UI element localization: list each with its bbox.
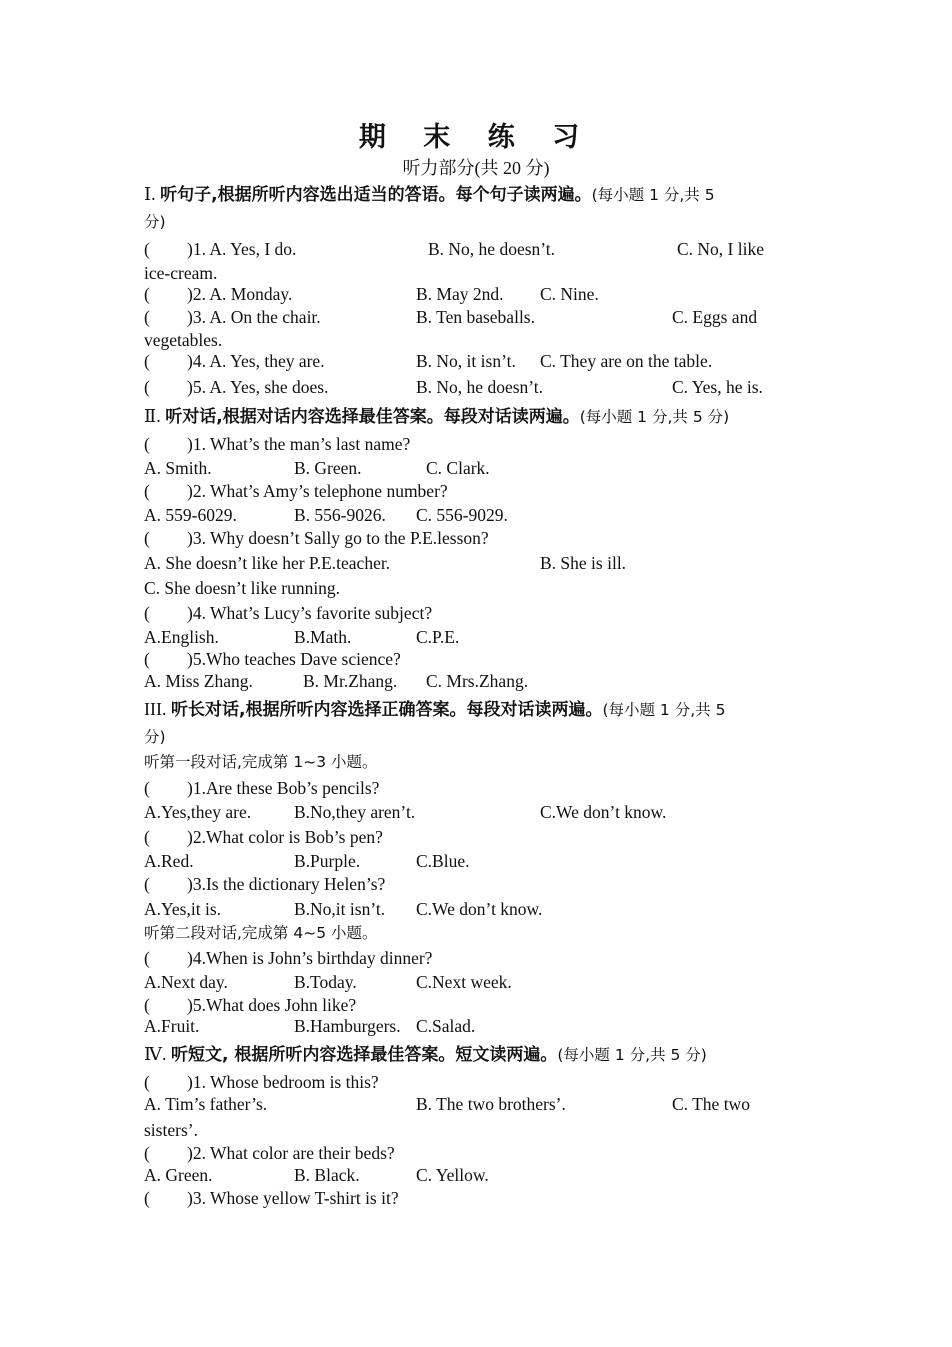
option-b: B. No, he doesn’t. — [428, 239, 556, 259]
question-1-4: ( )4. A. Yes, they are. — [144, 351, 325, 371]
question-3-1: ( )1.Are these Bob’s pencils? — [144, 778, 380, 798]
option-b: B. She is ill. — [540, 553, 627, 573]
question-4-1: ( )1. Whose bedroom is this? — [144, 1072, 379, 1092]
section-2-heading: Ⅱ. 听对话,根据对话内容选择最佳答案。每段对话读两遍。(每小题 1 分,共 5 分) — [144, 406, 730, 427]
option-b: B.Today. — [294, 972, 357, 992]
option-c-continued: sisters’. — [144, 1120, 198, 1140]
section-4-heading: Ⅳ. 听短文, 根据所听内容选择最佳答案。短文读两遍。(每小题 1 分,共 5 分) — [144, 1044, 707, 1065]
option-c: C.Salad. — [416, 1016, 476, 1036]
option-c: C. They are on the table. — [540, 351, 713, 371]
question-2-3: ( )3. Why doesn’t Sally go to the P.E.lesson? — [144, 528, 489, 548]
option-b: B.No,they aren’t. — [294, 802, 416, 822]
question-1-5: ( )5. A. Yes, she does. — [144, 377, 329, 397]
option-c: C. Yellow. — [416, 1165, 489, 1185]
section-1-score-cont: 分) — [144, 213, 166, 231]
question-3-5: ( )5.What does John like? — [144, 995, 357, 1015]
option-c: C. Mrs.Zhang. — [426, 671, 529, 691]
option-a: A. Tim’s father’s. — [144, 1094, 268, 1114]
option-b: B. May 2nd. — [416, 284, 504, 304]
question-4-2: ( )2. What color are their beds? — [144, 1143, 395, 1163]
section-3-score-cont: 分) — [144, 728, 166, 746]
section-1-heading: Ⅰ. 听句子,根据所听内容选出适当的答语。每个句子读两遍。(每小题 1 分,共 5 — [144, 184, 715, 205]
option-c: C. 556-9029. — [416, 505, 508, 525]
page-title: 期 末 练 习 — [358, 122, 594, 153]
option-a: A.Fruit. — [144, 1016, 200, 1036]
option-a: A. 559-6029. — [144, 505, 237, 525]
question-2-4: ( )4. What’s Lucy’s favorite subject? — [144, 603, 433, 623]
option-c: C. She doesn’t like running. — [144, 578, 341, 598]
option-c: C. No, I like — [677, 239, 765, 259]
option-b: B. The two brothers’. — [416, 1094, 566, 1114]
option-c: C.P.E. — [416, 627, 460, 647]
option-a: A.Red. — [144, 851, 194, 871]
option-b: B. Ten baseballs. — [416, 307, 535, 327]
option-c: C.We don’t know. — [416, 899, 543, 919]
option-b: B. Black. — [294, 1165, 360, 1185]
question-1-1: ( )1. A. Yes, I do. — [144, 239, 297, 259]
option-c: C. The two — [672, 1094, 750, 1114]
page-subtitle: 听力部分(共 20 分) — [402, 158, 550, 178]
option-c: C. Nine. — [540, 284, 599, 304]
option-a: A.Next day. — [144, 972, 228, 992]
question-3-3: ( )3.Is the dictionary Helen’s? — [144, 874, 386, 894]
option-b: B. 556-9026. — [294, 505, 386, 525]
option-c: C.Next week. — [416, 972, 512, 992]
option-c: C. Eggs and — [672, 307, 758, 327]
option-b: B.Hamburgers. — [294, 1016, 401, 1036]
question-3-4: ( )4.When is John’s birthday dinner? — [144, 948, 433, 968]
option-c-continued: vegetables. — [144, 330, 223, 350]
question-2-5: ( )5.Who teaches Dave science? — [144, 649, 401, 669]
option-b: B.Math. — [294, 627, 352, 647]
section-3-part-1: 听第一段对话,完成第 1~3 小题。 — [144, 753, 378, 771]
option-a: A. Miss Zhang. — [144, 671, 253, 691]
option-a: A. Green. — [144, 1165, 213, 1185]
option-a: A. Smith. — [144, 458, 212, 478]
option-b: B. No, it isn’t. — [416, 351, 516, 371]
option-c: C. Clark. — [426, 458, 490, 478]
option-a: A.English. — [144, 627, 219, 647]
option-c: C.Blue. — [416, 851, 470, 871]
option-a: A.Yes,they are. — [144, 802, 252, 822]
option-b: B.Purple. — [294, 851, 361, 871]
option-b: B. Mr.Zhang. — [303, 671, 398, 691]
option-c: C.We don’t know. — [540, 802, 667, 822]
question-2-1: ( )1. What’s the man’s last name? — [144, 434, 411, 454]
option-a: A.Yes,it is. — [144, 899, 221, 919]
question-4-3: ( )3. Whose yellow T-shirt is it? — [144, 1188, 399, 1208]
section-3-part-2: 听第二段对话,完成第 4~5 小题。 — [144, 924, 378, 942]
option-c: C. Yes, he is. — [672, 377, 763, 397]
question-2-2: ( )2. What’s Amy’s telephone number? — [144, 481, 448, 501]
option-b: B.No,it isn’t. — [294, 899, 386, 919]
option-c-continued: ice-cream. — [144, 263, 218, 283]
option-a: A. She doesn’t like her P.E.teacher. — [144, 553, 391, 573]
question-1-2: ( )2. A. Monday. — [144, 284, 293, 304]
section-3-heading: III. 听长对话,根据所听内容选择正确答案。每段对话读两遍。(每小题 1 分,共 5 — [144, 699, 726, 720]
option-b: B. Green. — [294, 458, 362, 478]
question-1-3: ( )3. A. On the chair. — [144, 307, 321, 327]
option-b: B. No, he doesn’t. — [416, 377, 544, 397]
question-3-2: ( )2.What color is Bob’s pen? — [144, 827, 383, 847]
